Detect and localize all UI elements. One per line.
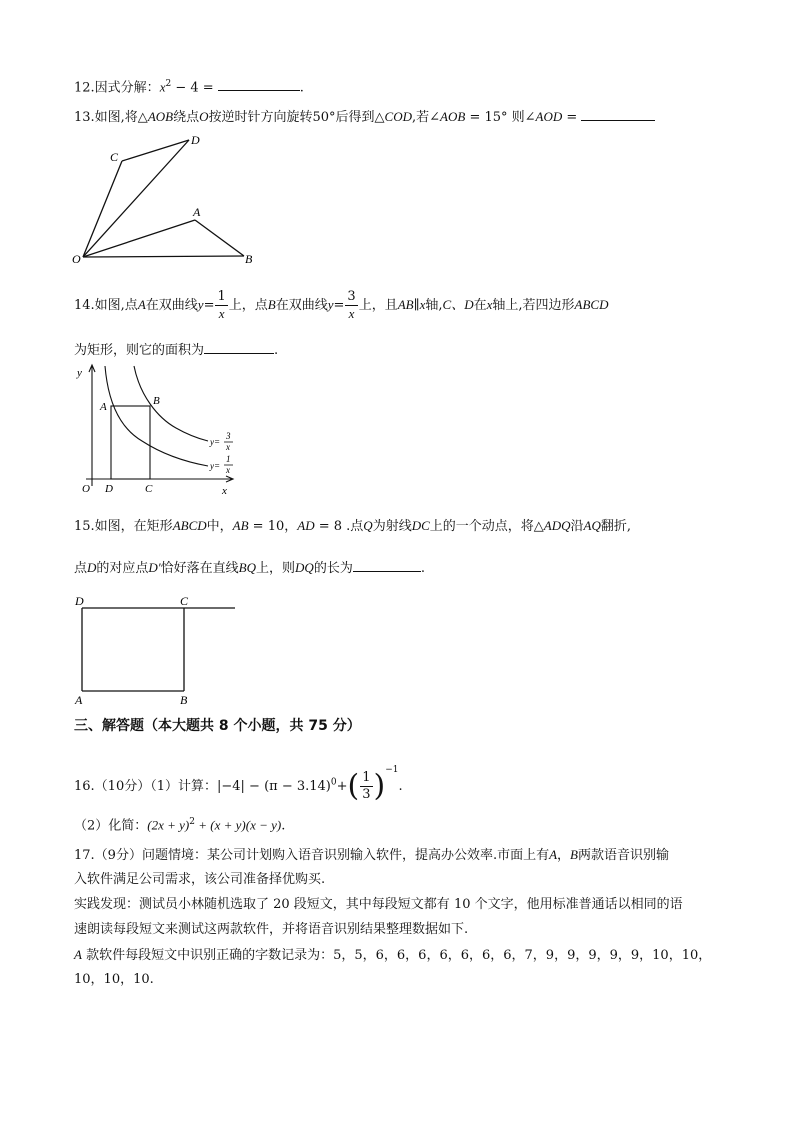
q14-end: . <box>274 343 279 358</box>
q12-expression: − 4 = <box>171 80 214 96</box>
q15-text1: 15.如图，在矩形 <box>74 519 173 534</box>
fig14-curve-1-over-x <box>105 366 208 466</box>
q14-text6: ∥ <box>413 298 420 313</box>
question-16 <box>74 749 403 808</box>
fig14-curve-3-over-x <box>134 366 208 441</box>
fig14-label-y: y <box>77 367 82 379</box>
fig13-label-a: A <box>193 205 201 219</box>
q16-part2-end: . <box>281 818 286 834</box>
fig15-label-c: C <box>180 594 189 608</box>
question-17-line1 <box>74 845 669 866</box>
q14-frac1-numerator: 1 <box>217 289 226 304</box>
q13-text2: 绕点 <box>173 110 200 125</box>
fig14-curve1-y: y= <box>210 461 221 471</box>
q15-abcd: ABCD <box>172 518 207 533</box>
q12-var-x: x <box>159 79 166 95</box>
q16-frac-numerator: 1 <box>362 770 371 785</box>
q14-eq1: = <box>203 298 215 313</box>
fig13-label-d: D <box>191 133 200 147</box>
q14-line2: 为矩形，则它的面积为 <box>74 343 205 358</box>
fig14-curve3-y: y= <box>210 437 221 447</box>
q15-d: D <box>87 560 97 575</box>
fig14-curve3-label <box>209 431 233 452</box>
q16-part2-exponent: 2 <box>189 817 195 827</box>
q13-text4: ,若∠ <box>412 110 441 125</box>
fig13-segment-oc <box>83 161 122 257</box>
q15-line2a: 点 <box>74 561 88 576</box>
q14-text9: 轴上,若四边形 <box>492 298 575 313</box>
q17-b: B <box>570 847 578 862</box>
q15-aq: AQ <box>583 518 601 533</box>
q15-text3: = 10， <box>248 519 298 534</box>
q13-aob2: AOB <box>440 109 466 124</box>
q16-expr-a: |−4| − (π − 3.14) <box>217 779 331 794</box>
q13-answer-blank[interactable] <box>581 106 655 121</box>
q15-bq: BQ <box>238 560 257 575</box>
question-17-line2: 入软件满足公司需求，该公司准备择优购买. <box>74 872 326 887</box>
fig13-segment-ab <box>195 220 244 256</box>
q17-line5: 款软件每段短文中识别正确的字数记录为：5，5，6，6，6，6，6，6，6，7，9，9，9，9，9，10，10， <box>81 948 712 963</box>
question-14 <box>74 289 609 322</box>
q16-fraction <box>360 770 372 803</box>
q15-line2d: 上，则 <box>256 561 296 576</box>
q13-aob: AOB <box>147 109 174 124</box>
q16-prefix: 16.（10分）（1）计算： <box>74 779 217 794</box>
figure-14 <box>72 362 242 500</box>
q15-text8: 翻折, <box>600 519 631 534</box>
question-12 <box>74 74 304 98</box>
question-16-part2 <box>74 812 285 836</box>
q15-dq: DQ <box>295 560 314 575</box>
fig14-label-a: A <box>100 401 107 413</box>
q15-text7: 沿 <box>570 519 584 534</box>
fig14-curve1-label <box>209 454 233 475</box>
q14-frac1-denominator: x <box>218 306 225 321</box>
q14-cd: C、D <box>442 297 474 312</box>
fig14-curve1-den: x <box>226 465 230 475</box>
q15-line2c: 恰好落在直线 <box>160 561 239 576</box>
q14-frac2-numerator: 3 <box>347 289 356 304</box>
fig14-label-c: C <box>145 483 153 495</box>
q14-text4: 在双曲线 <box>275 298 328 313</box>
q13-aod: AOD <box>535 109 563 124</box>
fig14-label-b: B <box>153 395 160 407</box>
q14-text1: 14.如图,点 <box>74 298 138 313</box>
q16-frac-denominator: 3 <box>362 787 371 802</box>
q17-comma: ， <box>557 848 571 863</box>
q12-prefix: 12.因式分解： <box>74 80 160 96</box>
q15-line2e: 的长为 <box>313 561 353 576</box>
q14-fraction-3-over-x <box>345 289 357 322</box>
fig14-label-o: O <box>82 483 90 495</box>
q13-cod: COD <box>384 109 412 124</box>
q14-frac2-denominator: x <box>348 306 355 321</box>
fig14-curve3-den: x <box>226 442 230 452</box>
q14-y1: y <box>197 297 204 312</box>
section-3-heading: 三、解答题（本大题共 8 个小题，共 75 分） <box>74 718 361 734</box>
q15-text6: 上的一个动点，将△ <box>429 519 544 534</box>
q13-text1: 13.如图,将△ <box>74 110 148 125</box>
q14-fraction-1-over-x <box>215 289 227 322</box>
q14-y2: y <box>327 297 334 312</box>
figure-15 <box>72 592 242 710</box>
q17-line1: 17.（9分）问题情境：某公司计划购入语音识别输入软件，提高办公效率.市面上有 <box>74 848 550 863</box>
question-17-line6: 10，10，10. <box>74 972 154 987</box>
q14-text8: 在 <box>473 298 487 313</box>
question-15 <box>74 516 631 537</box>
q17-line5-a: A <box>74 947 82 962</box>
q15-dc: DC <box>411 518 430 533</box>
q16-left-paren: ( <box>347 768 360 804</box>
q14-a: A <box>137 297 146 312</box>
q15-ad: AD <box>297 518 315 533</box>
q13-o: O <box>199 109 209 124</box>
q16-part2-a: (2x + y) <box>147 817 190 833</box>
q16-part2-b: + (x + y)(x − y) <box>195 817 282 833</box>
q17-line1-end: 两款语音识别输 <box>578 848 670 863</box>
fig14-label-x: x <box>222 485 227 497</box>
q16-exponent-neg1: −1 <box>385 765 399 775</box>
q15-text2: 中， <box>206 519 233 534</box>
q15-answer-blank[interactable] <box>353 557 421 572</box>
question-17-line4: 速朗读每段短文来测试这两款软件，并将语音识别结果整理数据如下. <box>74 922 469 937</box>
q13-text3: 按逆时针方向旋转50°后得到△ <box>208 110 385 125</box>
q14-x: x <box>419 297 426 312</box>
q15-dprime: D′ <box>148 560 161 575</box>
q13-text5: = 15° 则∠ <box>465 110 536 125</box>
q15-adq: ADQ <box>543 518 571 533</box>
fig15-label-a: A <box>75 693 83 707</box>
q14-text7: 轴, <box>425 298 443 313</box>
fig15-label-d: D <box>75 594 84 608</box>
q16-right-paren: ) <box>373 768 386 804</box>
fig13-label-c: C <box>110 150 119 164</box>
q14-x2: x <box>486 297 493 312</box>
q14-abcd: ABCD <box>574 297 609 312</box>
q15-ab: AB <box>232 518 249 533</box>
q17-a: A <box>549 847 558 862</box>
q15-end: . <box>420 561 425 576</box>
fig14-curve1-num: 1 <box>226 454 231 464</box>
q15-text5: 为射线 <box>372 519 412 534</box>
q12-answer-blank[interactable] <box>218 76 300 91</box>
question-14-line2 <box>74 339 278 361</box>
q16-plus: + <box>336 779 348 794</box>
fig14-curve3-num: 3 <box>226 431 231 441</box>
question-15-line2 <box>74 557 425 579</box>
q14-text3: 上，点 <box>228 298 268 313</box>
q16-exponent-0: 0 <box>330 777 337 788</box>
figure-13 <box>68 132 268 268</box>
fig15-label-b: B <box>180 693 188 707</box>
q15-text4: = 8 .点 <box>314 519 364 534</box>
q14-eq2: = <box>333 298 345 313</box>
q16-end: . <box>398 779 403 794</box>
question-17-line3: 实践发现：测试员小林随机选取了 20 段短文，其中每段短文都有 10 个文字，他用标准普通话以相同的语 <box>74 897 683 912</box>
q12-exponent: 2 <box>165 79 172 89</box>
q14-b: B <box>267 297 276 312</box>
fig13-label-b: B <box>245 252 253 266</box>
q14-answer-blank[interactable] <box>204 339 274 354</box>
question-17-line5 <box>74 945 711 966</box>
q14-text5: 上，且 <box>358 298 398 313</box>
q15-q: Q <box>363 518 373 533</box>
q13-text6: = <box>562 110 578 125</box>
question-13 <box>74 106 655 128</box>
fig14-label-d: D <box>105 483 113 495</box>
q14-ab: AB <box>397 297 414 312</box>
q16-part2-prefix: （2）化简： <box>74 818 148 834</box>
q15-line2b: 的对应点 <box>96 561 149 576</box>
q12-end: . <box>299 80 304 96</box>
fig13-segment-ob <box>83 256 244 257</box>
fig13-label-o: O <box>72 252 81 266</box>
q14-text2: 在双曲线 <box>145 298 198 313</box>
